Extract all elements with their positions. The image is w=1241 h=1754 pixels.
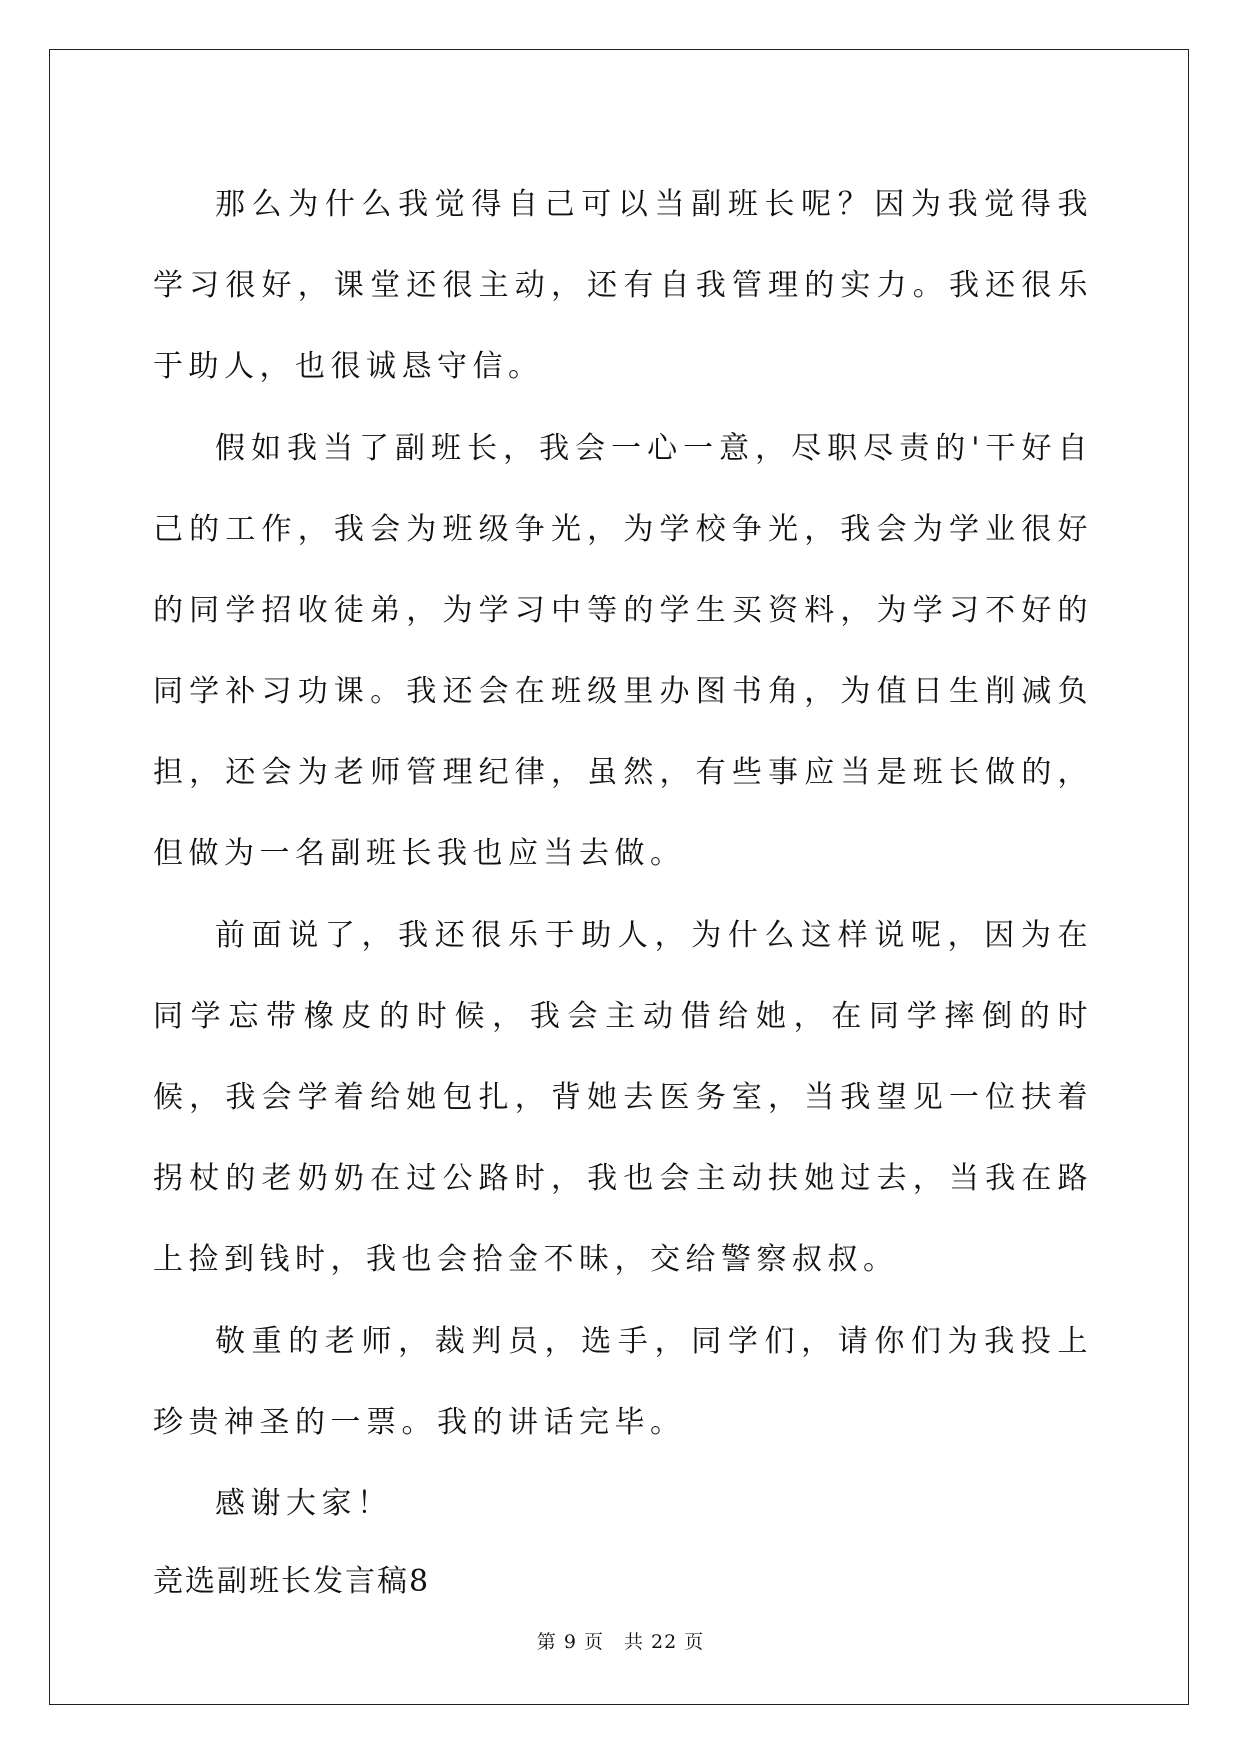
paragraph-4: 敬重的老师，裁判员，选手，同学们，请你们为我投上珍贵神圣的一票。我的讲话完毕。 <box>153 1324 1093 1440</box>
paragraph-1: 那么为什么我觉得自己可以当副班长呢？因为我觉得我学习很好，课堂还很主动，还有自我管理的实力。我还很乐于助人，也很诚恳守信。 <box>153 187 1093 384</box>
page-footer <box>0 1627 1241 1654</box>
paragraph-3: 前面说了，我还很乐于助人，为什么这样说呢，因为在同学忘带橡皮的时候，我会主动借给她，在同学摔倒的时候，我会学着给她包扎，背她去医务室，当我望见一位扶着拐杖的老奶奶在过公路时，我也会主动扶她过去，当我在路上捡到钱时，我也会拾金不昧，交给警察叔叔。 <box>153 918 1093 1277</box>
paragraph-2: 假如我当了副班长，我会一心一意，尽职尽责的'干好自己的工作，我会为班级争光，为学校争光，我会为学业很好的同学招收徒弟，为学习中等的学生买资料，为学习不好的同学补习功课。我还会在班级里办图书角，为值日生削减负担，还会为老师管理纪律，虽然，有些事应当是班长做的，但做为一名副班长我也应当去做。 <box>153 431 1093 871</box>
paragraph-thanks: 感谢大家！ <box>215 1486 393 1521</box>
document-body <box>153 164 1093 1622</box>
page-number: 第 9 页 <box>536 1631 604 1653</box>
page-total: 共 22 页 <box>623 1631 705 1653</box>
section-heading: 竞选副班长发言稿8 <box>153 1564 431 1599</box>
